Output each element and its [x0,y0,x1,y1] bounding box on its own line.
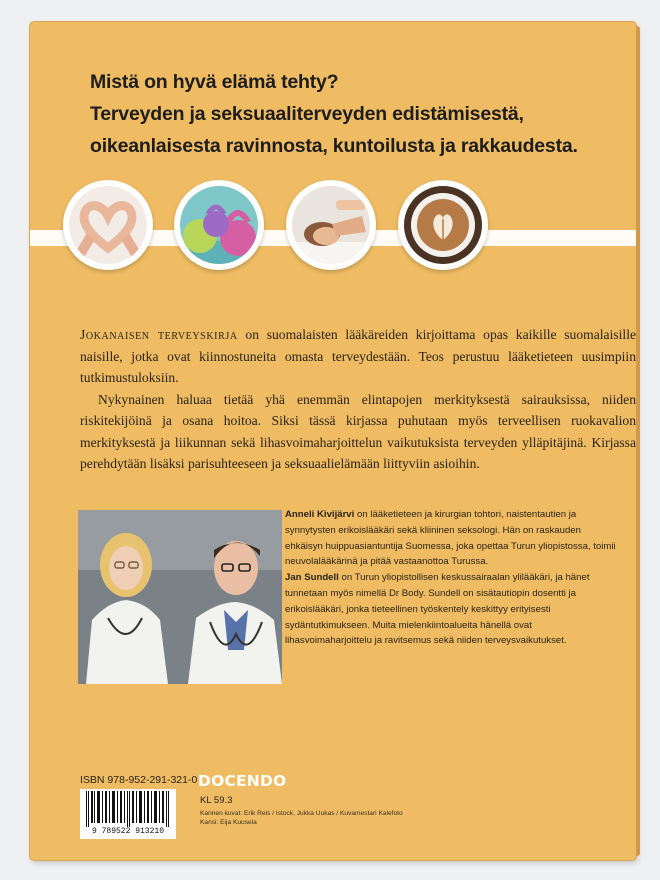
author-2-bio [285,570,621,649]
isbn-text: ISBN 978-952-291-321-0 [80,774,198,786]
book-back-cover [30,22,636,860]
author-bios [285,507,621,649]
authors-photo [78,510,282,684]
library-class: KL 59.3 [200,795,233,806]
book-title-lead: Jokanaisen terveyskirja [80,327,238,342]
headline-line-1: Mistä on hyvä elämä tehty? [90,71,339,93]
author-1-name: Anneli Kivijärvi [285,509,355,520]
barcode [80,789,176,839]
headline [90,66,630,162]
heart-hands-photo [63,180,153,270]
image-credits [200,810,403,827]
description-paragraph-1-text: on suomalaisten lääkäreiden kirjoittama opas kaikille suomalaisille naisille, jotka ovat kiinnostuneita omasta terveydestään. Teos perustuu lääketieteen uusimpiin tutkimustuloksiin. [80,327,637,385]
headline-line-2: Terveyden ja seksuaaliterveyden edistämisestä, [90,103,524,125]
description-text [80,324,636,475]
credits-line-1: Kannen kuvat: Erik Reis / Istock, Jukka Uukas / Kuvamestari Kalefoto [200,810,403,817]
publisher-logo: DOCENDO [198,772,287,790]
barcode-digits: 9 789522 913210 [91,827,164,836]
barcode-bars [84,791,172,827]
kettlebells-photo [174,180,264,270]
description-paragraph-1 [80,324,636,389]
massage-photo [286,180,376,270]
author-1-text: on lääketieteen ja kirurgian tohtori, naistentautien ja synnytysten erikoislääkäri sekä kliininen seksologi. Hän on raskauden ehkäisyn huippuasiantuntija Suomessa, joka opettaa Turun yliopistossa, toimii neuvolalääkärinä ja pitää vastaanottoa Turussa. [285,509,616,568]
author-1-bio [285,507,621,570]
author-2-text: on Turun yliopistollisen keskussairaalan ylilääkäri, ja hänet tunnetaan myös nimellä Dr Body. Sundell on sisätautiopin dosentti ja erikoislääkäri, jonka tieteellinen työskentely keskittyy erityisesti sydäntutkimukseen. Muita mielenkiintoalueita hänellä ovat lihasvoimaharjoittelu ja ravitsemus sekä niiden terveysvaikutukset. [285,572,590,647]
description-paragraph-2: Nykynainen haluaa tietää yhä enemmän elintapojen merkityksestä sairauksissa, niiden riskitekijöinä ja osana hoitoa. Siksi tässä kirjassa puhutaan myös terveellisen ruokavalion merkityksestä ja liikunnan sekä lihasvoimaharjoittelun vaikutuksista terveyden ylläpitäjinä. Kirjassa perehdytään lisäksi parisuhteeseen ja seksuaalielämään liittyviin asioihin. [80,391,636,471]
cover-edge [636,26,640,856]
author-2-name: Jan Sundell [285,572,339,584]
headline-line-3: oikeanlaisesta ravinnosta, kuntoilusta ja rakkaudesta. [90,135,578,157]
credits-line-2: Kansi: Eija Kuusela [200,818,257,826]
latte-art-photo [398,180,488,270]
